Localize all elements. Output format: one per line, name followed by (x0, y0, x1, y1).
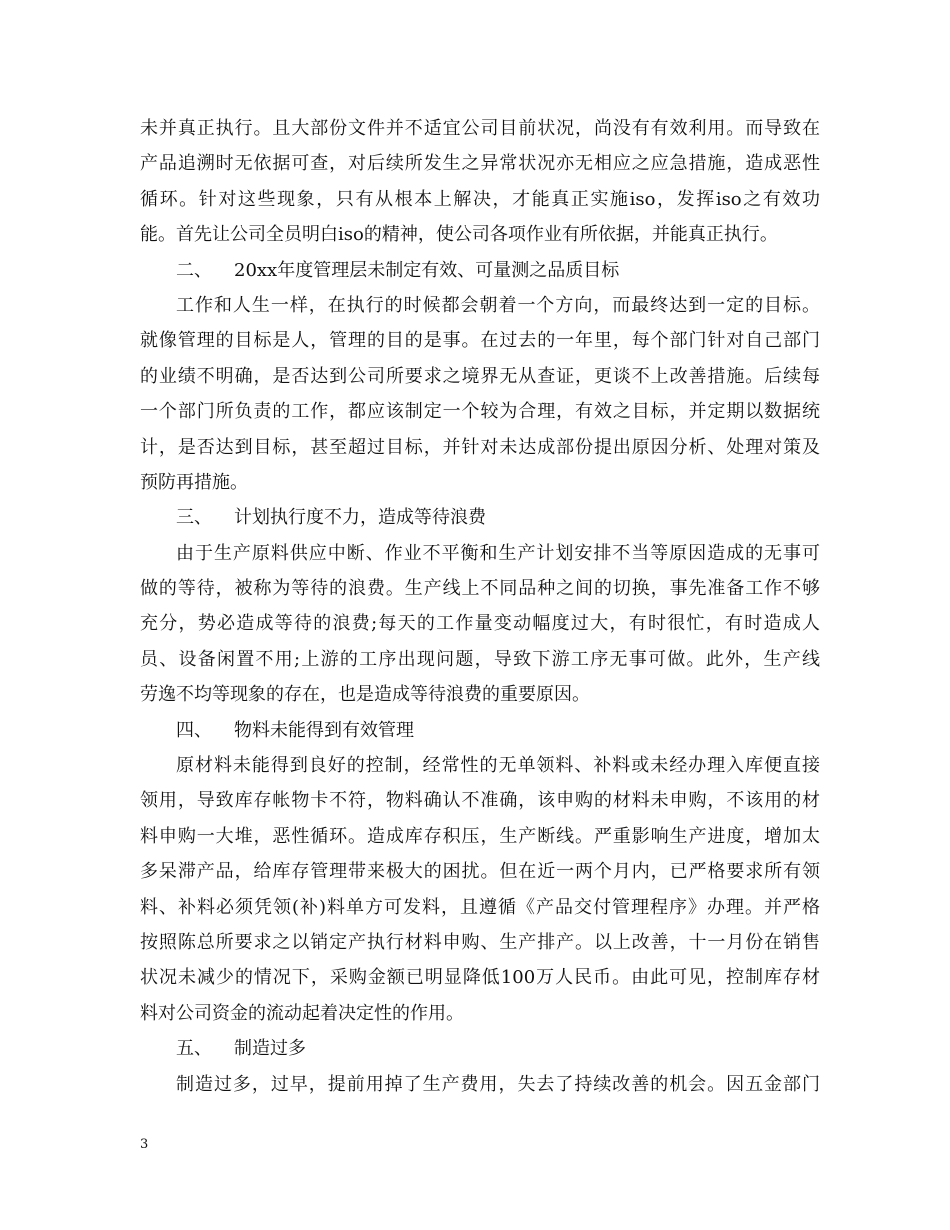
page-number: 3 (140, 1137, 149, 1152)
text-line: 由于生产原料供应中断、作业不平衡和生产计划安排不当等原因造成的无事可 (176, 542, 820, 564)
section-heading (140, 253, 820, 288)
text-line: 预防再措施。 (140, 471, 248, 493)
text-line: 料、补料必须凭领(补)料单方可发料，且遵循《产品交付管理程序》办理。并严格 (140, 896, 820, 918)
text-line: 的业绩不明确，是否达到公司所要求之境界无从查证，更谈不上改善措施。后续每 (140, 365, 820, 387)
text-line: 工作和人生一样，在执行的时候都会朝着一个方向，而最终达到一定的目标。 (176, 294, 820, 316)
text-line: 计，是否达到目标，甚至超过目标，并针对未达成部份提出原因分析、处理对策及 (140, 436, 820, 458)
text-line: 状况未减少的情况下，采购金额已明显降低100万人民币。由此可见，控制库存材 (140, 967, 820, 989)
section-heading (140, 1031, 820, 1066)
text-line: 充分，势必造成等待的浪费;每天的工作量变动幅度过大，有时很忙，有时造成人 (140, 613, 820, 635)
section-number: 五、 (176, 1038, 212, 1060)
text-line: 循环。针对这些现象，只有从根本上解决，才能真正实施iso，发挥iso之有效功 (140, 188, 820, 210)
section-title: 计划执行度不力，造成等待浪费 (234, 507, 486, 529)
document-body (140, 111, 820, 1102)
section-number: 四、 (176, 719, 212, 741)
text-line: 料申购一大堆，恶性循环。造成库存积压，生产断线。严重影响生产进度，增加太 (140, 825, 820, 847)
text-line: 未并真正执行。且大部份文件并不适宜公司目前状况，尚没有有效利用。而导致在 (140, 118, 820, 139)
text-line: 多呆滞产品，给库存管理带来极大的困扰。但在近一两个月内，已严格要求所有领 (140, 861, 820, 883)
text-line: 一个部门所负责的工作，都应该制定一个较为合理，有效之目标，并定期以数据统 (140, 401, 820, 423)
section-heading (140, 500, 820, 535)
section-title: 制造过多 (234, 1038, 306, 1060)
text-line: 按照陈总所要求之以销定产执行材料申购、生产排产。以上改善，十一月份在销售 (140, 931, 820, 953)
text-line: 劳逸不均等现象的存在，也是造成等待浪费的重要原因。 (140, 684, 590, 706)
text-line: 领用，导致库存帐物卡不符，物料确认不准确，该申购的材料未申购，不该用的材 (140, 790, 820, 812)
section-heading (140, 713, 820, 748)
text-line: 料对公司资金的流动起着决定性的作用。 (140, 1002, 464, 1024)
text-line: 制造过多，过早，提前用掉了生产费用，失去了持续改善的机会。因五金部门 (176, 1073, 820, 1095)
text-line: 做的等待，被称为等待的浪费。生产线上不同品种之间的切换，事先准备工作不够 (140, 578, 820, 600)
section-title: 20xx年度管理层未制定有效、可量测之品质目标 (234, 259, 620, 281)
section-number: 三、 (176, 507, 212, 529)
text-line: 能。首先让公司全员明白iso的精神，使公司各项作业有所依据，并能真正执行。 (140, 224, 778, 246)
text-line: 就像管理的目标是人，管理的目的是事。在过去的一年里，每个部门针对自己部门 (140, 330, 820, 352)
text-line: 原材料未能得到良好的控制，经常性的无单领料、补料或未经办理入库便直接 (176, 755, 820, 777)
text-line: 员、设备闲置不用;上游的工序出现问题，导致下游工序无事可做。此外，生产线 (140, 648, 820, 670)
section-number: 二、 (176, 259, 212, 281)
section-title: 物料未能得到有效管理 (234, 719, 414, 741)
text-line: 产品追溯时无依据可查，对后续所发生之异常状况亦无相应之应急措施，造成恶性 (140, 153, 820, 175)
